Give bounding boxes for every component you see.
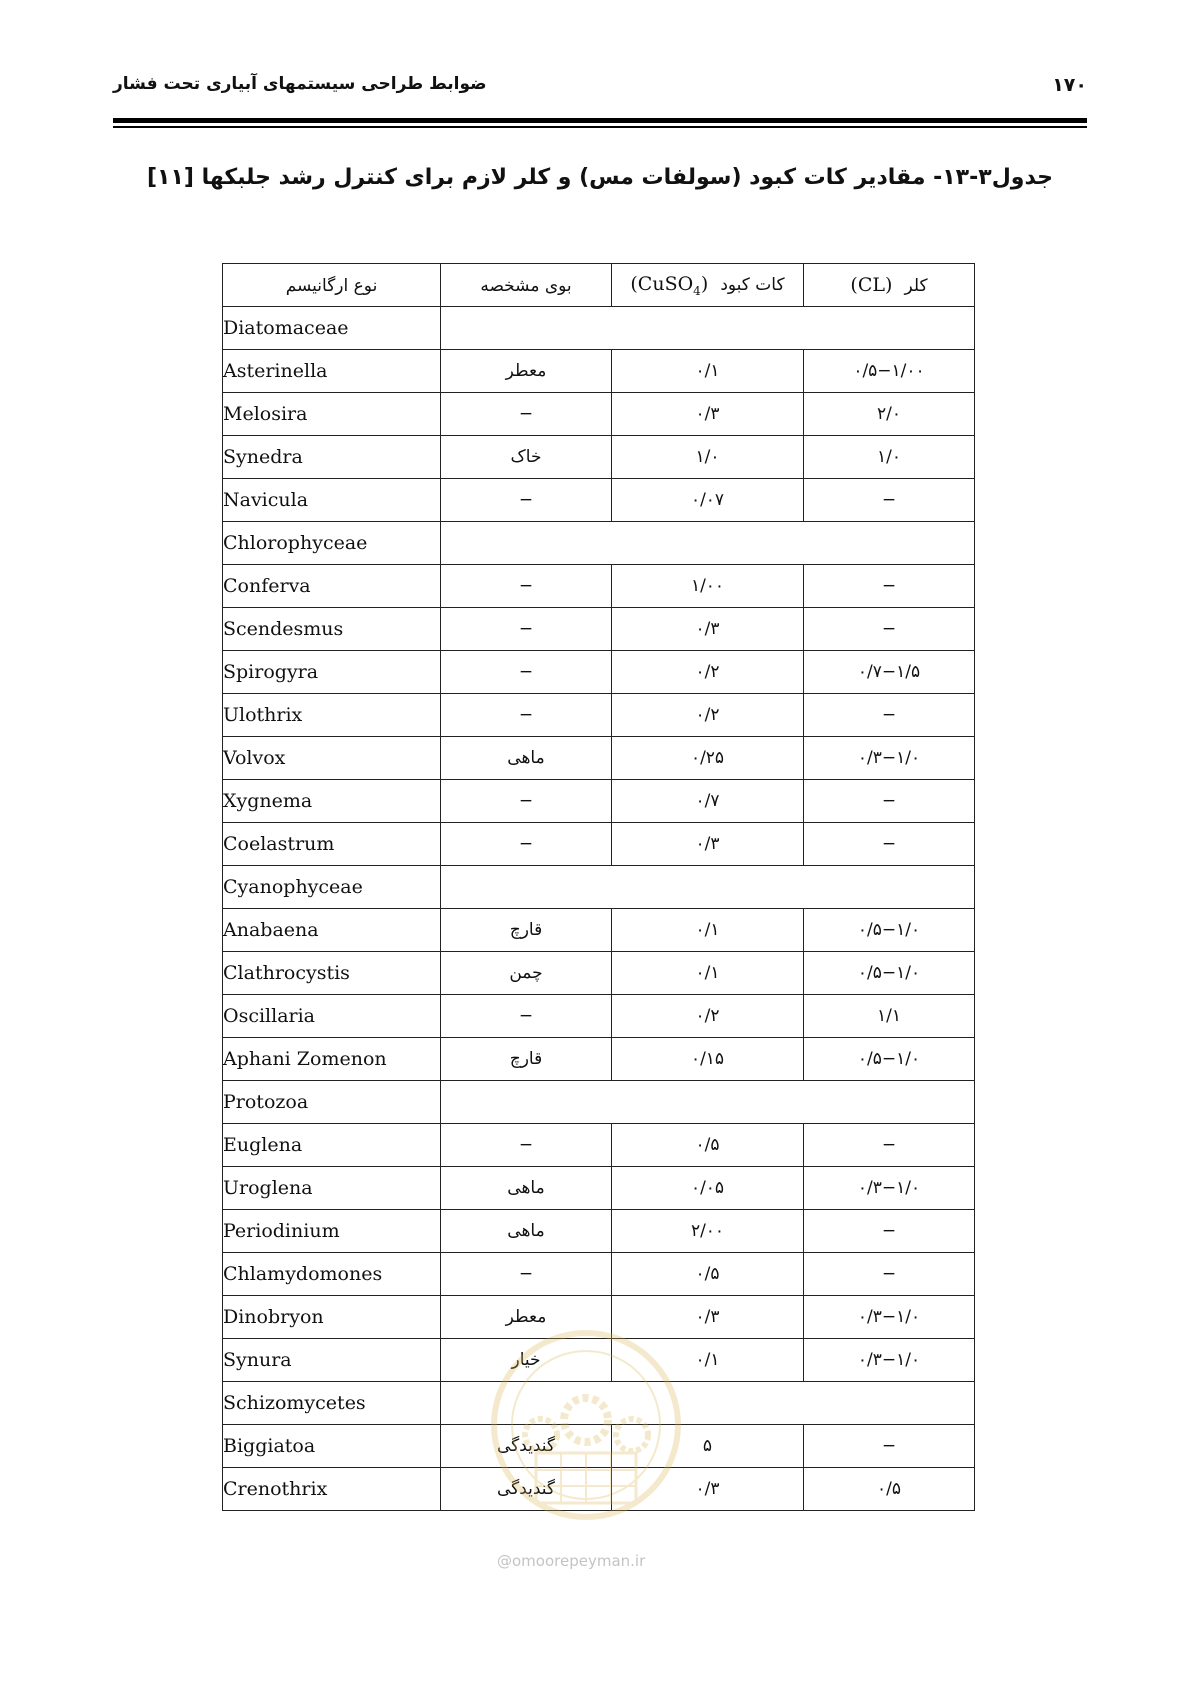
cell-odor: − [441, 608, 612, 651]
cell-chlorine: ۰/۷−۱/۵ [804, 651, 975, 694]
cell-chlorine: − [804, 1210, 975, 1253]
cell-chlorine: ۰/۳−۱/۰ [804, 1339, 975, 1382]
table-row [223, 995, 975, 1038]
table-row [223, 1339, 975, 1382]
cell-chlorine: − [804, 1253, 975, 1296]
cell-organism: Asterinella [223, 350, 441, 393]
header-rule-thin [113, 126, 1087, 128]
cell-odor: ماهی [441, 1167, 612, 1210]
cell-odor: − [441, 1124, 612, 1167]
cell-organism: Periodinium [223, 1210, 441, 1253]
cell-copper-sulfate: ۰/۳ [612, 1468, 804, 1511]
cell-organism: Scendesmus [223, 608, 441, 651]
cell-chlorine: − [804, 1425, 975, 1468]
cell-organism: Conferva [223, 565, 441, 608]
cell-odor: ماهی [441, 737, 612, 780]
cell-odor: − [441, 479, 612, 522]
cell-chlorine: ۰/۵−۱/۰ [804, 952, 975, 995]
table-group-row [223, 1081, 975, 1124]
cell-copper-sulfate: ۰/۳ [612, 1296, 804, 1339]
table-row [223, 823, 975, 866]
cell-organism: Synura [223, 1339, 441, 1382]
cell-copper-sulfate: ۰/۱ [612, 952, 804, 995]
table-group-row [223, 1382, 975, 1425]
cell-odor: − [441, 651, 612, 694]
table-row [223, 1468, 975, 1511]
cell-chlorine: ۰/۵−۱/۰ [804, 909, 975, 952]
cell-chlorine: − [804, 479, 975, 522]
cell-copper-sulfate: ۱/۰ [612, 436, 804, 479]
cell-copper-sulfate: ۱/۰۰ [612, 565, 804, 608]
table-row [223, 479, 975, 522]
cell-odor: − [441, 995, 612, 1038]
cell-copper-sulfate: ۰/۱ [612, 1339, 804, 1382]
cell-copper-sulfate: ۰/۱ [612, 350, 804, 393]
cell-odor: گندیدگی [441, 1468, 612, 1511]
cell-copper-sulfate: ۰/۷ [612, 780, 804, 823]
table-row [223, 952, 975, 995]
cell-odor: خاک [441, 436, 612, 479]
cell-odor: خیار [441, 1339, 612, 1382]
cell-copper-sulfate: ۵ [612, 1425, 804, 1468]
header-chlorine: کلر (CL) [804, 264, 975, 307]
cell-copper-sulfate: ۰/۵ [612, 1124, 804, 1167]
cell-empty [441, 1382, 975, 1425]
cell-copper-sulfate: ۰/۳ [612, 823, 804, 866]
table-row [223, 694, 975, 737]
watermark-url: @omoorepeyman.ir [497, 1552, 646, 1570]
cell-copper-sulfate: ۰/۲ [612, 651, 804, 694]
cell-copper-sulfate: ۰/۵ [612, 1253, 804, 1296]
table-row [223, 1210, 975, 1253]
cell-organism: Protozoa [223, 1081, 441, 1124]
cell-empty [441, 866, 975, 909]
cell-organism: Oscillaria [223, 995, 441, 1038]
cell-chlorine: ۰/۵−۱/۰ [804, 1038, 975, 1081]
header-rule-thick [113, 118, 1087, 123]
cell-odor: − [441, 780, 612, 823]
header-copper-sulfate: کات کبود (CuSO$_4$) [612, 264, 804, 307]
cell-chlorine: ۰/۳−۱/۰ [804, 1167, 975, 1210]
table-row [223, 780, 975, 823]
table-caption: جدول۳-۱۳- مقادیر کات کبود (سولفات مس) و کلر لازم برای کنترل رشد جلبکها [۱۱] [146, 165, 1054, 190]
table-row [223, 565, 975, 608]
cell-chlorine: − [804, 823, 975, 866]
cell-organism: Spirogyra [223, 651, 441, 694]
cell-organism: Diatomaceae [223, 307, 441, 350]
cell-odor: چمن [441, 952, 612, 995]
algae-control-table [222, 263, 975, 1511]
cell-chlorine: ۱/۰ [804, 436, 975, 479]
table-row [223, 1253, 975, 1296]
cell-chlorine: ۰/۳−۱/۰ [804, 1296, 975, 1339]
cell-chlorine: − [804, 608, 975, 651]
cell-copper-sulfate: ۰/۲ [612, 995, 804, 1038]
book-title: ضوابط طراحی سیستمهای آبیاری تحت فشار [113, 74, 487, 94]
cell-organism: Schizomycetes [223, 1382, 441, 1425]
cell-odor: گندیدگی [441, 1425, 612, 1468]
cell-chlorine: ۲/۰ [804, 393, 975, 436]
table-body [223, 307, 975, 1511]
cell-empty [441, 522, 975, 565]
table-row [223, 608, 975, 651]
cell-organism: Melosira [223, 393, 441, 436]
table-header-row [223, 264, 975, 307]
cell-odor: − [441, 393, 612, 436]
cell-copper-sulfate: ۰/۳ [612, 393, 804, 436]
table-row [223, 737, 975, 780]
cell-organism: Aphani Zomenon [223, 1038, 441, 1081]
cell-copper-sulfate: ۰/۱ [612, 909, 804, 952]
cell-organism: Synedra [223, 436, 441, 479]
cell-organism: Xygnema [223, 780, 441, 823]
cell-organism: Anabaena [223, 909, 441, 952]
cell-odor: − [441, 1253, 612, 1296]
cell-copper-sulfate: ۰/۲ [612, 694, 804, 737]
cell-chlorine: − [804, 694, 975, 737]
table-row [223, 651, 975, 694]
cell-organism: Ulothrix [223, 694, 441, 737]
table-group-row [223, 522, 975, 565]
cell-organism: Biggiatoa [223, 1425, 441, 1468]
table-row [223, 350, 975, 393]
cell-odor: قارچ [441, 1038, 612, 1081]
cell-chlorine: ۱/۱ [804, 995, 975, 1038]
table-row [223, 1038, 975, 1081]
cell-chlorine: ۰/۵−۱/۰۰ [804, 350, 975, 393]
cell-copper-sulfate: ۲/۰۰ [612, 1210, 804, 1253]
table-row [223, 1124, 975, 1167]
cell-organism: Volvox [223, 737, 441, 780]
cell-empty [441, 1081, 975, 1124]
table-row [223, 393, 975, 436]
page-header [113, 74, 1087, 104]
cell-organism: Uroglena [223, 1167, 441, 1210]
cell-organism: Cyanophyceae [223, 866, 441, 909]
table-row [223, 1296, 975, 1339]
table-row [223, 1425, 975, 1468]
cell-odor: معطر [441, 350, 612, 393]
cell-copper-sulfate: ۰/۱۵ [612, 1038, 804, 1081]
cell-chlorine: − [804, 1124, 975, 1167]
cell-organism: Chlamydomones [223, 1253, 441, 1296]
cell-chlorine: − [804, 780, 975, 823]
cell-odor: − [441, 565, 612, 608]
cell-organism: Clathrocystis [223, 952, 441, 995]
cell-odor: معطر [441, 1296, 612, 1339]
cell-chlorine: ۰/۳−۱/۰ [804, 737, 975, 780]
table-row [223, 1167, 975, 1210]
cell-chlorine: ۰/۵ [804, 1468, 975, 1511]
page-number: ۱۷۰ [1052, 74, 1087, 96]
cell-odor: − [441, 823, 612, 866]
table-group-row [223, 307, 975, 350]
table-group-row [223, 866, 975, 909]
cell-odor: − [441, 694, 612, 737]
cell-organism: Euglena [223, 1124, 441, 1167]
cell-organism: Crenothrix [223, 1468, 441, 1511]
cell-organism: Coelastrum [223, 823, 441, 866]
header-organism: نوع ارگانیسم [223, 264, 441, 307]
cell-empty [441, 307, 975, 350]
cell-copper-sulfate: ۰/۰۵ [612, 1167, 804, 1210]
cell-chlorine: − [804, 565, 975, 608]
cell-copper-sulfate: ۰/۰۷ [612, 479, 804, 522]
table-row [223, 909, 975, 952]
cell-odor: ماهی [441, 1210, 612, 1253]
cell-copper-sulfate: ۰/۲۵ [612, 737, 804, 780]
cell-organism: Dinobryon [223, 1296, 441, 1339]
cell-odor: قارچ [441, 909, 612, 952]
header-odor: بوی مشخصه [441, 264, 612, 307]
cell-copper-sulfate: ۰/۳ [612, 608, 804, 651]
table-row [223, 436, 975, 479]
cell-organism: Chlorophyceae [223, 522, 441, 565]
cell-organism: Navicula [223, 479, 441, 522]
